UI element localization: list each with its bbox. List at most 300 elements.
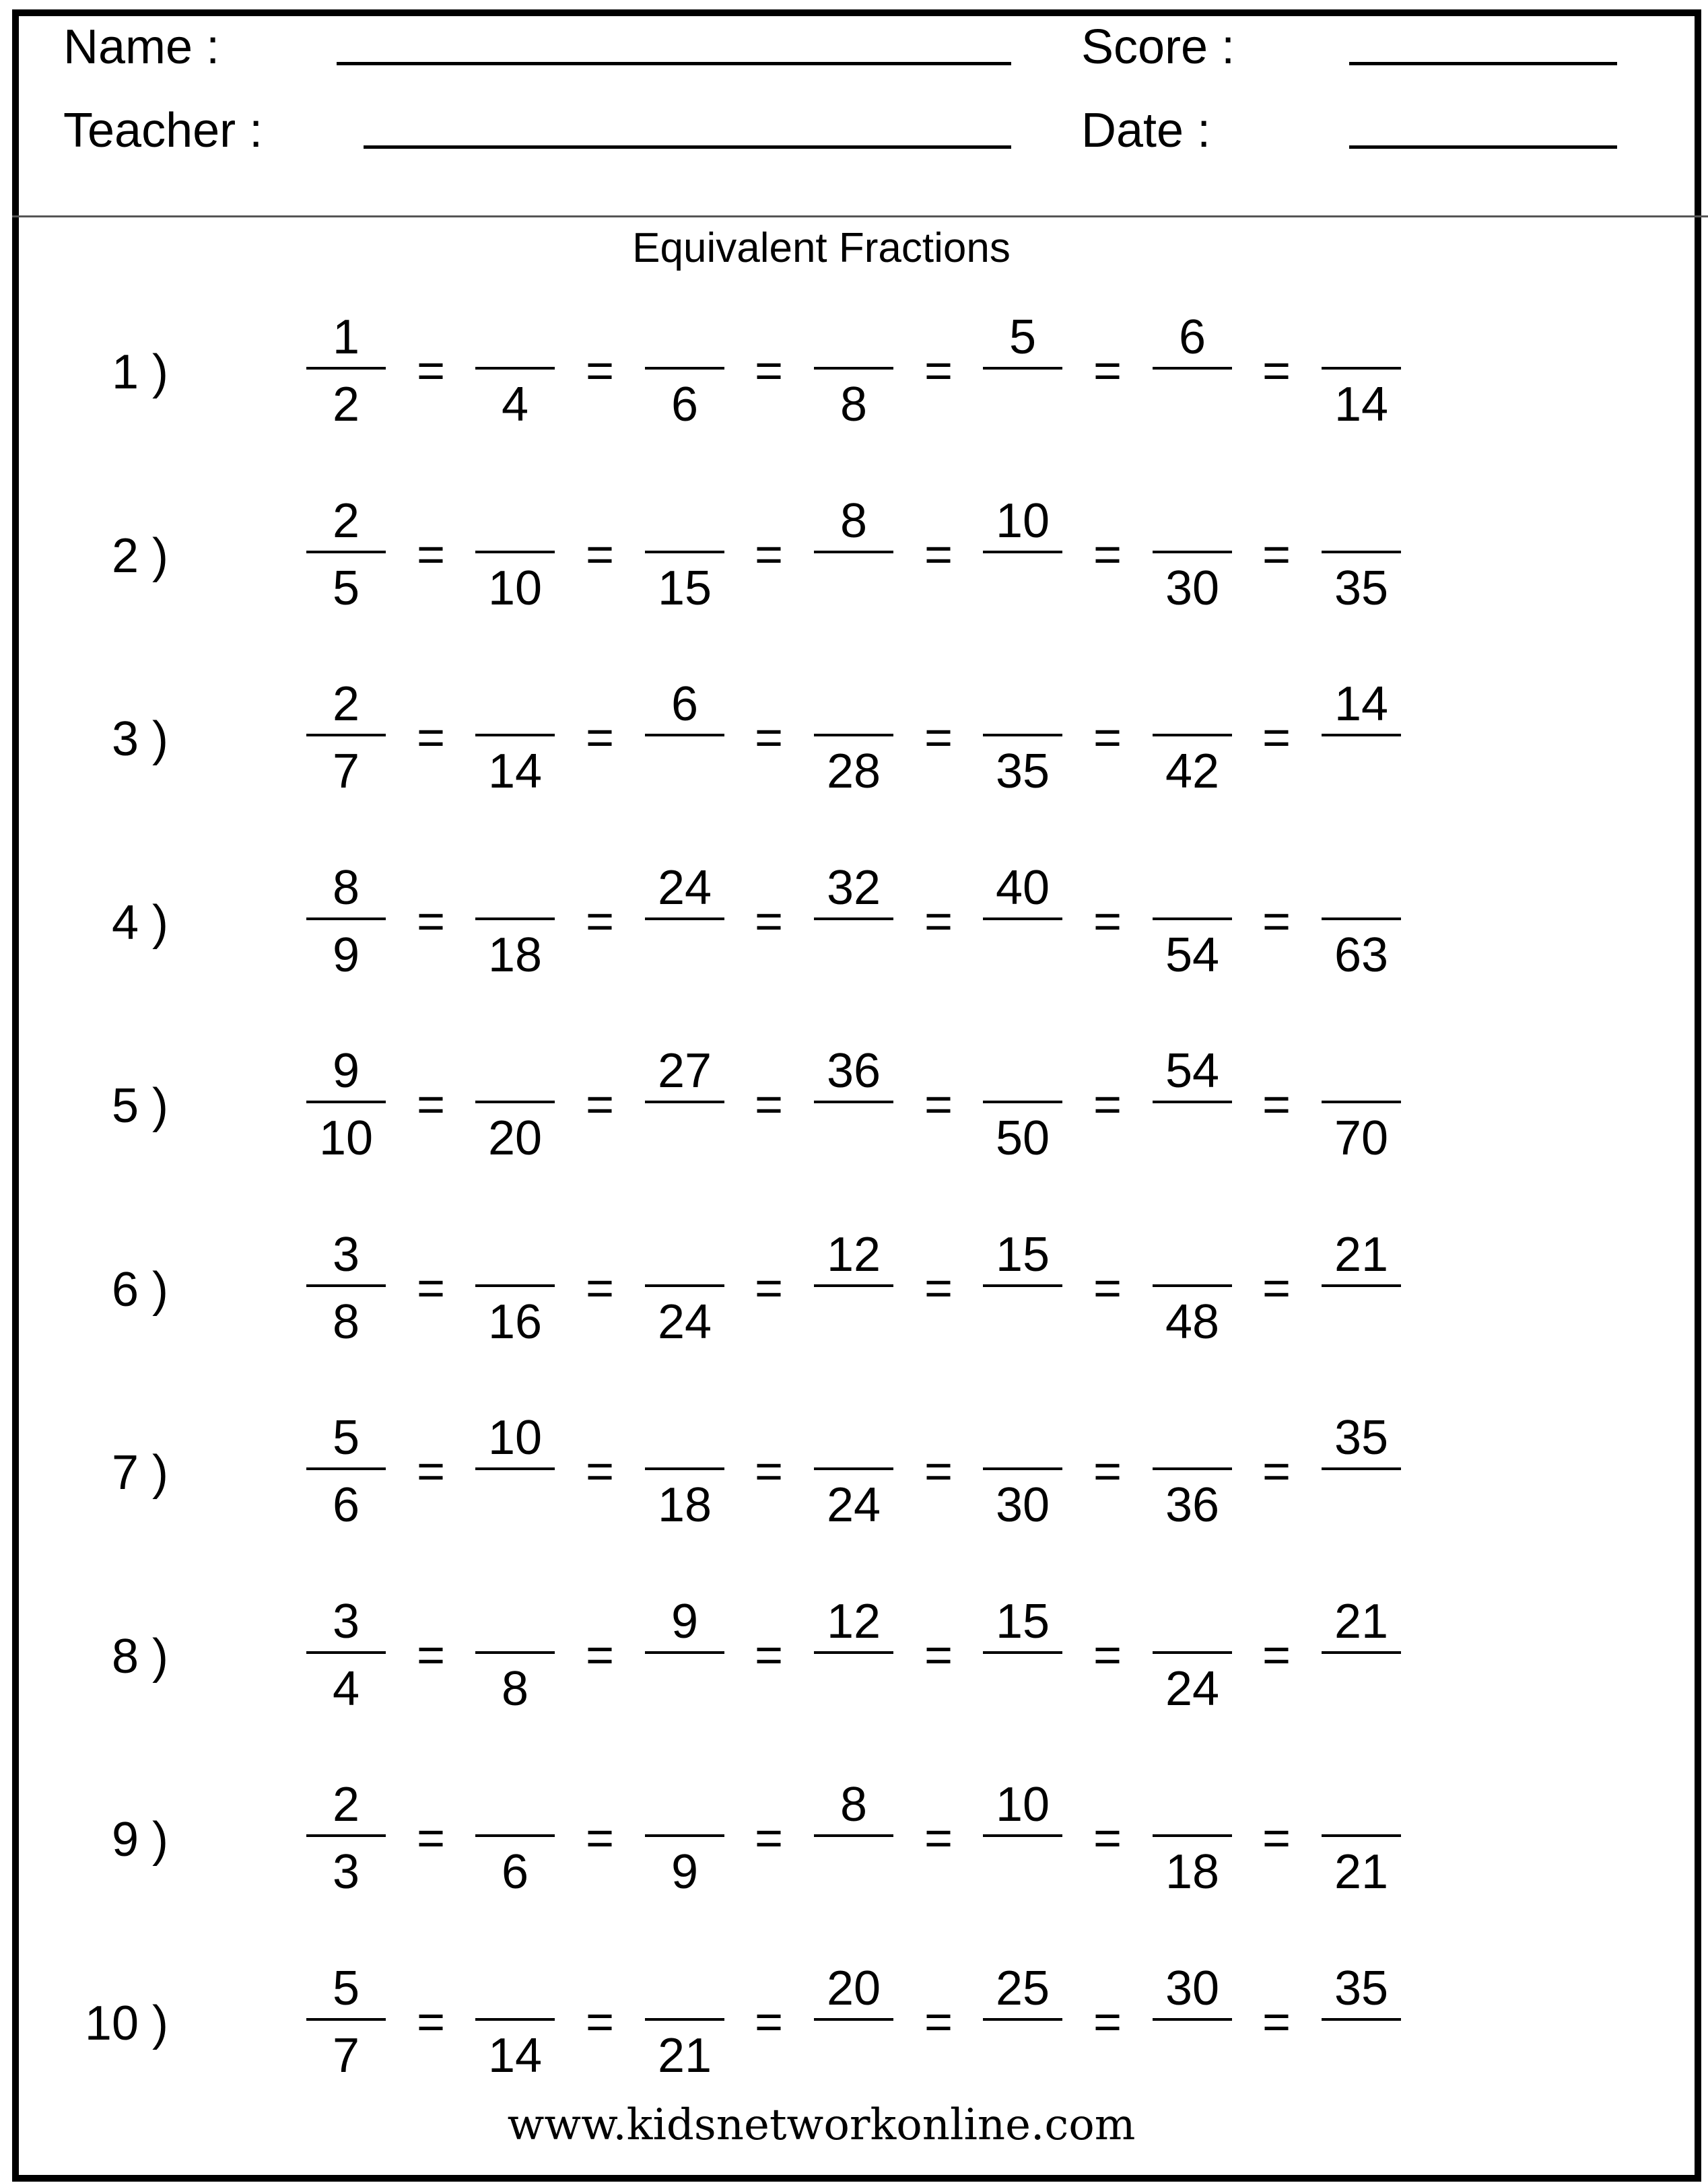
fraction-bar [983, 1284, 1062, 1287]
given-fraction [306, 1595, 386, 1716]
fraction-blank[interactable] [645, 1044, 724, 1154]
fraction-bar [1322, 917, 1401, 920]
fraction-bar [475, 1284, 555, 1287]
fraction-bar [983, 367, 1062, 370]
given-fraction [306, 1228, 386, 1349]
equals-sign: = [754, 1628, 784, 1682]
fraction-bar [983, 1101, 1062, 1103]
fraction-bar [645, 1651, 724, 1654]
given-fraction [306, 1044, 386, 1165]
fraction-blank[interactable] [1153, 1780, 1232, 1899]
equals-sign: = [754, 1995, 784, 2049]
fraction-blank[interactable] [1322, 1411, 1401, 1521]
denominator: 4 [501, 378, 529, 431]
denominator: 6 [501, 1845, 529, 1899]
fraction-bar [475, 367, 555, 370]
denominator: 24 [826, 1478, 881, 1532]
equals-sign: = [754, 528, 784, 582]
equals-sign: = [1093, 1445, 1122, 1498]
fraction-bar [306, 917, 386, 920]
fraction-bar [814, 1467, 893, 1470]
equals-sign: = [924, 1995, 953, 2049]
equals-sign: = [924, 895, 953, 948]
fraction-bar [814, 1651, 893, 1654]
fraction-blank[interactable] [983, 1047, 1062, 1165]
fraction-blank[interactable] [814, 861, 893, 971]
fraction-bar [1322, 551, 1401, 553]
numerator: 27 [657, 1044, 712, 1098]
fraction-bar [1153, 1467, 1232, 1470]
website-footer: www.kidsnetworkonline.com [507, 2100, 1136, 2150]
numerator: 25 [995, 1962, 1050, 2015]
fraction-bar [306, 2018, 386, 2021]
score-label: Score : [1081, 20, 1235, 74]
denominator: 21 [1334, 1845, 1389, 1899]
fraction-bar [645, 1834, 724, 1837]
equals-sign: = [1093, 528, 1122, 582]
fraction-blank[interactable] [645, 1231, 724, 1349]
fraction-bar [1322, 2018, 1401, 2021]
fraction-blank[interactable] [475, 497, 555, 615]
fraction-blank[interactable] [1153, 1044, 1232, 1154]
equals-sign: = [924, 528, 953, 582]
fraction-bar [306, 367, 386, 370]
numerator: 12 [826, 1595, 881, 1649]
denominator: 8 [840, 378, 868, 431]
score-line [1349, 62, 1617, 65]
denominator: 3 [332, 1845, 360, 1899]
fraction-blank[interactable] [814, 1964, 893, 2072]
denominator: 15 [657, 561, 712, 615]
fraction-bar [475, 1101, 555, 1103]
numerator: 6 [1178, 310, 1206, 364]
denominator: 50 [995, 1111, 1050, 1165]
equals-sign: = [416, 1628, 446, 1682]
equals-sign: = [585, 1628, 615, 1682]
equals-sign: = [754, 344, 784, 398]
fraction-blank[interactable] [1153, 1231, 1232, 1349]
equals-sign: = [416, 1811, 446, 1865]
fraction-bar [814, 1284, 893, 1287]
denominator: 10 [318, 1111, 374, 1165]
fraction-blank[interactable] [1153, 310, 1232, 421]
fraction-blank[interactable] [475, 1964, 555, 2083]
fraction-blank[interactable] [1322, 864, 1401, 982]
equals-sign: = [585, 1078, 615, 1132]
equals-sign: = [416, 711, 446, 765]
fraction-blank[interactable] [1153, 1964, 1232, 2072]
equals-sign: = [1093, 1261, 1122, 1315]
denominator: 9 [332, 928, 360, 982]
denominator: 6 [671, 378, 699, 431]
equals-sign: = [754, 1261, 784, 1315]
equals-sign: = [585, 1445, 615, 1498]
problem-number: 4 ) [111, 896, 168, 950]
denominator: 24 [1165, 1662, 1220, 1716]
numerator: 15 [995, 1228, 1050, 1282]
fraction-bar [814, 1834, 893, 1837]
denominator: 14 [487, 744, 543, 798]
denominator: 20 [487, 1111, 543, 1165]
fraction-blank[interactable] [983, 1964, 1062, 2072]
numerator: 3 [332, 1228, 360, 1282]
fraction-blank[interactable] [983, 1597, 1062, 1705]
denominator: 10 [487, 561, 543, 615]
problem-number: 8 ) [111, 1630, 168, 1684]
numerator: 8 [840, 1778, 868, 1832]
equals-sign: = [1262, 1811, 1291, 1865]
equals-sign: = [924, 1445, 953, 1498]
fraction-blank[interactable] [814, 1044, 893, 1154]
denominator: 48 [1165, 1295, 1220, 1349]
fraction-bar [645, 551, 724, 553]
fraction-bar [1153, 1101, 1232, 1103]
fraction-bar [1322, 1284, 1401, 1287]
equals-sign: = [1262, 528, 1291, 582]
teacher-line [364, 145, 1011, 149]
numerator: 14 [1334, 677, 1389, 731]
numerator: 21 [1334, 1228, 1389, 1282]
fraction-blank[interactable] [983, 680, 1062, 798]
equals-sign: = [1093, 895, 1122, 948]
fraction-blank[interactable] [645, 861, 724, 971]
fraction-blank[interactable] [645, 677, 724, 788]
fraction-bar [1322, 1467, 1401, 1470]
denominator: 8 [501, 1662, 529, 1716]
numerator: 24 [657, 861, 712, 915]
fraction-bar [306, 1651, 386, 1654]
denominator: 7 [332, 744, 360, 798]
fraction-blank[interactable] [983, 1414, 1062, 1532]
numerator: 2 [332, 494, 360, 548]
equals-sign: = [924, 344, 953, 398]
equals-sign: = [1262, 344, 1291, 398]
problem-number: 9 ) [111, 1813, 168, 1867]
fraction-blank[interactable] [1322, 1597, 1401, 1705]
fraction-blank[interactable] [645, 1964, 724, 2083]
given-fraction [306, 1962, 386, 2083]
equals-sign: = [585, 1261, 615, 1315]
denominator: 14 [487, 2029, 543, 2083]
denominator: 54 [1165, 928, 1220, 982]
equals-sign: = [1262, 1261, 1291, 1315]
numerator: 10 [995, 494, 1050, 548]
fraction-bar [1153, 1834, 1232, 1837]
fraction-bar [1322, 734, 1401, 736]
equals-sign: = [416, 528, 446, 582]
fraction-blank[interactable] [475, 680, 555, 798]
fraction-bar [306, 1467, 386, 1470]
fraction-bar [814, 2018, 893, 2021]
fraction-bar [983, 917, 1062, 920]
numerator: 9 [332, 1044, 360, 1098]
fraction-blank[interactable] [645, 313, 724, 431]
numerator: 2 [332, 677, 360, 731]
fraction-blank[interactable] [645, 1780, 724, 1899]
equals-sign: = [754, 895, 784, 948]
numerator: 20 [826, 1962, 881, 2015]
denominator: 6 [332, 1478, 360, 1532]
numerator: 40 [995, 861, 1050, 915]
equals-sign: = [754, 1078, 784, 1132]
fraction-bar [983, 2018, 1062, 2021]
fraction-bar [1322, 367, 1401, 370]
fraction-bar [983, 1651, 1062, 1654]
equals-sign: = [416, 1261, 446, 1315]
fraction-blank[interactable] [1322, 313, 1401, 431]
equals-sign: = [1093, 1628, 1122, 1682]
fraction-blank[interactable] [1153, 1597, 1232, 1716]
fraction-blank[interactable] [1322, 1047, 1401, 1165]
numerator: 10 [995, 1778, 1050, 1832]
equals-sign: = [416, 1995, 446, 2049]
equals-sign: = [754, 711, 784, 765]
fraction-bar [475, 917, 555, 920]
numerator: 5 [332, 1411, 360, 1465]
equals-sign: = [1093, 344, 1122, 398]
fraction-blank[interactable] [1153, 497, 1232, 615]
equals-sign: = [1262, 1445, 1291, 1498]
numerator: 10 [487, 1411, 543, 1465]
denominator: 2 [332, 378, 360, 431]
fraction-bar [475, 734, 555, 736]
denominator: 4 [332, 1662, 360, 1716]
denominator: 8 [332, 1295, 360, 1349]
problem-number: 1 ) [111, 345, 168, 399]
fraction-blank[interactable] [1322, 1228, 1401, 1338]
numerator: 5 [1009, 310, 1037, 364]
fraction-bar [475, 2018, 555, 2021]
equals-sign: = [1093, 1811, 1122, 1865]
fraction-blank[interactable] [1153, 680, 1232, 798]
worksheet-title: Equivalent Fractions [632, 225, 1011, 271]
equals-sign: = [585, 1995, 615, 2049]
fraction-bar [645, 1467, 724, 1470]
fraction-bar [475, 551, 555, 553]
problem-number: 6 ) [111, 1263, 168, 1317]
fraction-blank[interactable] [645, 1597, 724, 1705]
fraction-bar [1322, 1834, 1401, 1837]
denominator: 30 [1165, 561, 1220, 615]
fraction-bar [1153, 551, 1232, 553]
numerator: 36 [826, 1044, 881, 1098]
fraction-blank[interactable] [645, 497, 724, 615]
numerator: 32 [826, 861, 881, 915]
name-line [337, 62, 1011, 65]
numerator: 8 [840, 494, 868, 548]
given-fraction [306, 677, 386, 798]
fraction-blank[interactable] [983, 1228, 1062, 1338]
numerator: 30 [1165, 1962, 1220, 2015]
equals-sign: = [924, 1811, 953, 1865]
fraction-bar [814, 367, 893, 370]
denominator: 14 [1334, 378, 1389, 431]
denominator: 18 [487, 928, 543, 982]
equals-sign: = [585, 344, 615, 398]
equals-sign: = [754, 1445, 784, 1498]
fraction-bar [1153, 2018, 1232, 2021]
fraction-blank[interactable] [814, 680, 893, 798]
equals-sign: = [416, 1445, 446, 1498]
fraction-blank[interactable] [983, 861, 1062, 971]
denominator: 5 [332, 561, 360, 615]
denominator: 24 [657, 1295, 712, 1349]
equals-sign: = [585, 528, 615, 582]
fraction-bar [645, 917, 724, 920]
equals-sign: = [924, 1628, 953, 1682]
fraction-bar [306, 734, 386, 736]
equals-sign: = [924, 1078, 953, 1132]
fraction-blank[interactable] [814, 313, 893, 431]
fraction-bar [983, 734, 1062, 736]
problem-number: 2 ) [111, 529, 168, 583]
equals-sign: = [1262, 1078, 1291, 1132]
fraction-blank[interactable] [475, 1597, 555, 1716]
fraction-bar [475, 1651, 555, 1654]
fraction-bar [983, 551, 1062, 553]
numerator: 1 [332, 310, 360, 364]
fraction-blank[interactable] [475, 1411, 555, 1521]
denominator: 63 [1334, 928, 1389, 982]
denominator: 18 [1165, 1845, 1220, 1899]
teacher-label: Teacher : [63, 104, 263, 158]
fraction-bar [1322, 1101, 1401, 1103]
numerator: 6 [671, 677, 699, 731]
header-divider [12, 215, 1708, 217]
fraction-bar [1153, 917, 1232, 920]
fraction-bar [1153, 734, 1232, 736]
fraction-blank[interactable] [645, 1414, 724, 1532]
equals-sign: = [1262, 895, 1291, 948]
fraction-bar [475, 1467, 555, 1470]
numerator: 21 [1334, 1595, 1389, 1649]
equals-sign: = [416, 344, 446, 398]
denominator: 36 [1165, 1478, 1220, 1532]
given-fraction [306, 494, 386, 615]
denominator: 21 [657, 2029, 712, 2083]
equals-sign: = [1093, 1078, 1122, 1132]
fraction-blank[interactable] [1322, 677, 1401, 788]
equals-sign: = [585, 711, 615, 765]
fraction-bar [1153, 367, 1232, 370]
problem-number: 10 ) [84, 1997, 168, 2050]
denominator: 28 [826, 744, 881, 798]
fraction-blank[interactable] [1322, 497, 1401, 615]
fraction-bar [306, 1101, 386, 1103]
name-label: Name : [63, 20, 220, 74]
fraction-bar [983, 1467, 1062, 1470]
fraction-blank[interactable] [814, 494, 893, 604]
fraction-blank[interactable] [1153, 864, 1232, 982]
numerator: 5 [332, 1962, 360, 2015]
denominator: 70 [1334, 1111, 1389, 1165]
equals-sign: = [416, 1078, 446, 1132]
equals-sign: = [416, 895, 446, 948]
fraction-bar [306, 1284, 386, 1287]
date-line [1349, 145, 1617, 149]
fraction-blank[interactable] [1322, 1964, 1401, 2072]
numerator: 12 [826, 1228, 881, 1282]
fraction-bar [814, 1101, 893, 1103]
given-fraction [306, 310, 386, 431]
problem-number: 3 ) [111, 712, 168, 766]
numerator: 3 [332, 1595, 360, 1649]
fraction-bar [306, 551, 386, 553]
given-fraction [306, 1778, 386, 1899]
numerator: 35 [1334, 1962, 1389, 2015]
equals-sign: = [1262, 711, 1291, 765]
fraction-blank[interactable] [475, 313, 555, 431]
numerator: 9 [671, 1595, 699, 1649]
equals-sign: = [924, 711, 953, 765]
fraction-blank[interactable] [983, 494, 1062, 604]
fraction-bar [983, 1834, 1062, 1837]
given-fraction [306, 1411, 386, 1532]
fraction-bar [645, 2018, 724, 2021]
numerator: 2 [332, 1778, 360, 1832]
numerator: 8 [332, 861, 360, 915]
denominator: 16 [487, 1295, 543, 1349]
numerator: 15 [995, 1595, 1050, 1649]
fraction-blank[interactable] [475, 864, 555, 982]
fraction-bar [1153, 1651, 1232, 1654]
fraction-blank[interactable] [814, 1597, 893, 1705]
denominator: 35 [995, 744, 1050, 798]
numerator: 35 [1334, 1411, 1389, 1465]
fraction-bar [1153, 1284, 1232, 1287]
fraction-bar [814, 551, 893, 553]
fraction-blank[interactable] [475, 1231, 555, 1349]
denominator: 18 [657, 1478, 712, 1532]
denominator: 7 [332, 2029, 360, 2083]
fraction-blank[interactable] [814, 1780, 893, 1888]
fraction-blank[interactable] [814, 1414, 893, 1532]
fraction-blank[interactable] [475, 1780, 555, 1899]
equals-sign: = [585, 895, 615, 948]
problem-number: 5 ) [111, 1079, 168, 1133]
equals-sign: = [924, 1261, 953, 1315]
equals-sign: = [1093, 1995, 1122, 2049]
problem-number: 7 ) [111, 1446, 168, 1500]
fraction-bar [645, 1101, 724, 1103]
fraction-blank[interactable] [475, 1047, 555, 1165]
equals-sign: = [1262, 1995, 1291, 2049]
fraction-blank[interactable] [983, 310, 1062, 421]
fraction-blank[interactable] [814, 1228, 893, 1338]
date-label: Date : [1081, 104, 1211, 158]
fraction-blank[interactable] [983, 1780, 1062, 1888]
denominator: 35 [1334, 561, 1389, 615]
equals-sign: = [585, 1811, 615, 1865]
fraction-bar [645, 734, 724, 736]
fraction-bar [475, 1834, 555, 1837]
fraction-blank[interactable] [1322, 1780, 1401, 1899]
fraction-bar [814, 917, 893, 920]
equals-sign: = [1093, 711, 1122, 765]
fraction-bar [814, 734, 893, 736]
equals-sign: = [754, 1811, 784, 1865]
numerator: 54 [1165, 1044, 1220, 1098]
fraction-bar [306, 1834, 386, 1837]
denominator: 30 [995, 1478, 1050, 1532]
denominator: 42 [1165, 744, 1220, 798]
fraction-blank[interactable] [1153, 1414, 1232, 1532]
fraction-bar [1322, 1651, 1401, 1654]
equals-sign: = [1262, 1628, 1291, 1682]
fraction-bar [645, 367, 724, 370]
given-fraction [306, 861, 386, 982]
denominator: 9 [671, 1845, 699, 1899]
